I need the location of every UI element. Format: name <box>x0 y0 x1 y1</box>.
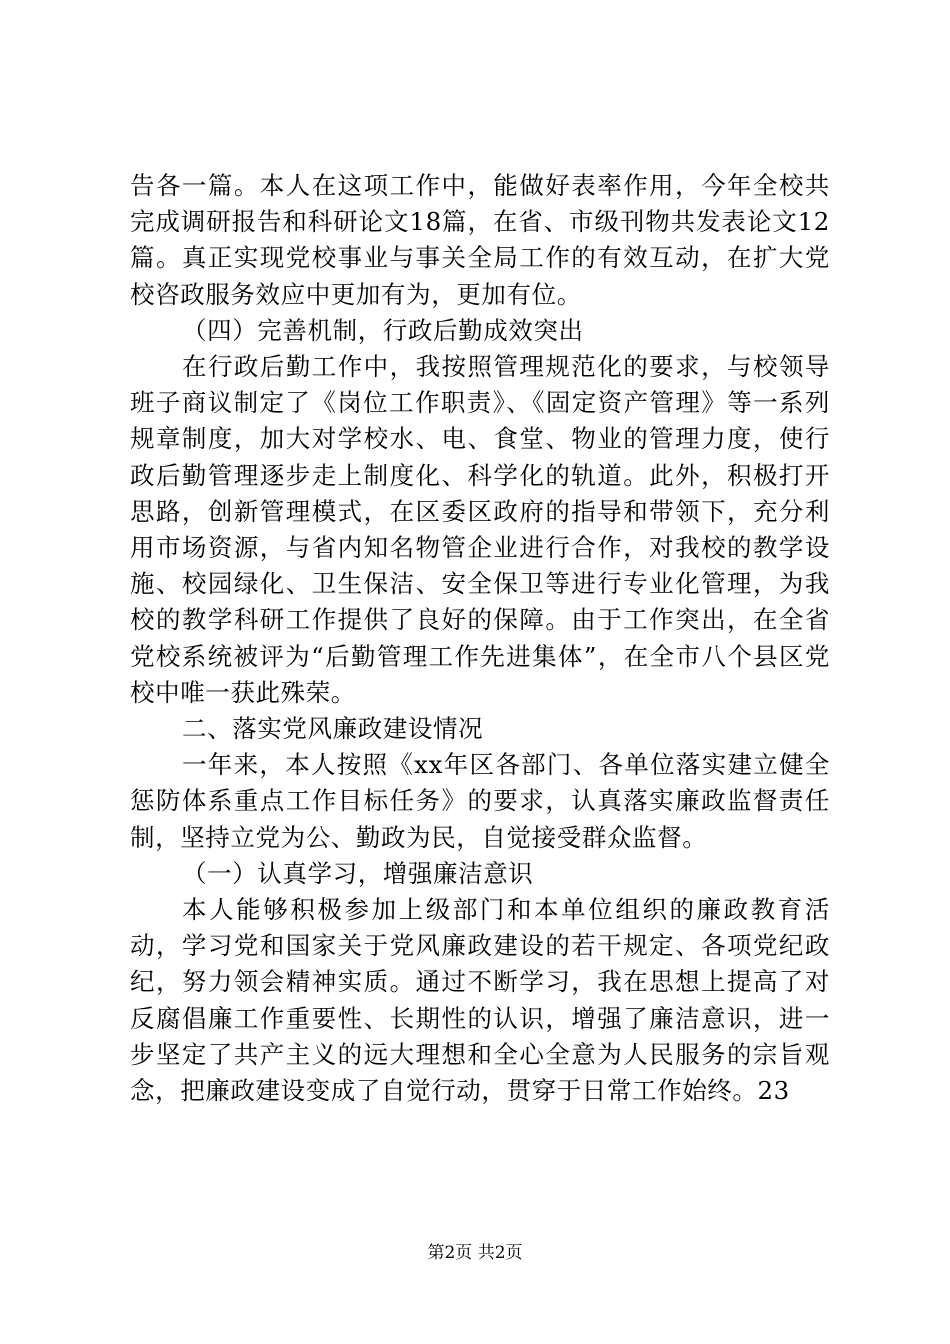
chapter-heading-2: 二、落实党风廉政建设情况 <box>182 714 484 744</box>
section-heading-1: （一）认真学习，增强廉洁意识 <box>182 858 534 888</box>
paragraph-2: 在行政后勤工作中，我按照管理规范化的要求，与校领导班子商议制定了《岗位工作职责》、《固定资产管理》等一系列规章制度，加大对学校水、电、食堂、物业的管理力度，使行政后勤管理逐步走上制度化、科学化的轨道。此外，积极打开思路，创新管理模式，在区委区政府的指导和带领下，充分利用市场资源，与省内知名物管企业进行合作，对我校的教学设施、校园绿化、卫生保洁、安全保卫等进行专业化管理，为我校的教学科研工作提供了良好的保障。由于工作突出，在全省党校系统被评为“后勤管理工作先进集体”，在全市八个县区党校中唯一获此殊荣。 <box>130 352 830 707</box>
paragraph-4: 本人能够积极参加上级部门和本单位组织的廉政教育活动，学习党和国家关于党风廉政建设的若干规定、各项党纪政纪，努力领会精神实质。通过不断学习，我在思想上提高了对反腐倡廉工作重要性、长期性的认识，增强了廉洁意识，进一步坚定了共产主义的远大理想和全心全意为人民服务的宗旨观念，把廉政建设变成了自觉行动，贯穿于日常工作始终。23 <box>130 895 830 1106</box>
section-heading-4: （四）完善机制，行政后勤成效突出 <box>182 315 584 345</box>
page-number-footer: 第2页 共2页 <box>427 1243 523 1263</box>
document-body <box>130 168 830 1109</box>
paragraph-1: 告各一篇。本人在这项工作中，能做好表率作用，今年全校共完成调研报告和科研论文18篇，在省、市级刊物共发表论文12篇。真正实现党校事业与事关全局工作的有效互动，在扩大党校咨政服务效应中更加有为，更加有位。 <box>130 171 830 309</box>
paragraph-3: 一年来，本人按照《xx年区各部门、各单位落实建立健全惩防体系重点工作目标任务》的要求，认真落实廉政监督责任制，坚持立党为公、勤政为民，自觉接受群众监督。 <box>130 750 830 852</box>
